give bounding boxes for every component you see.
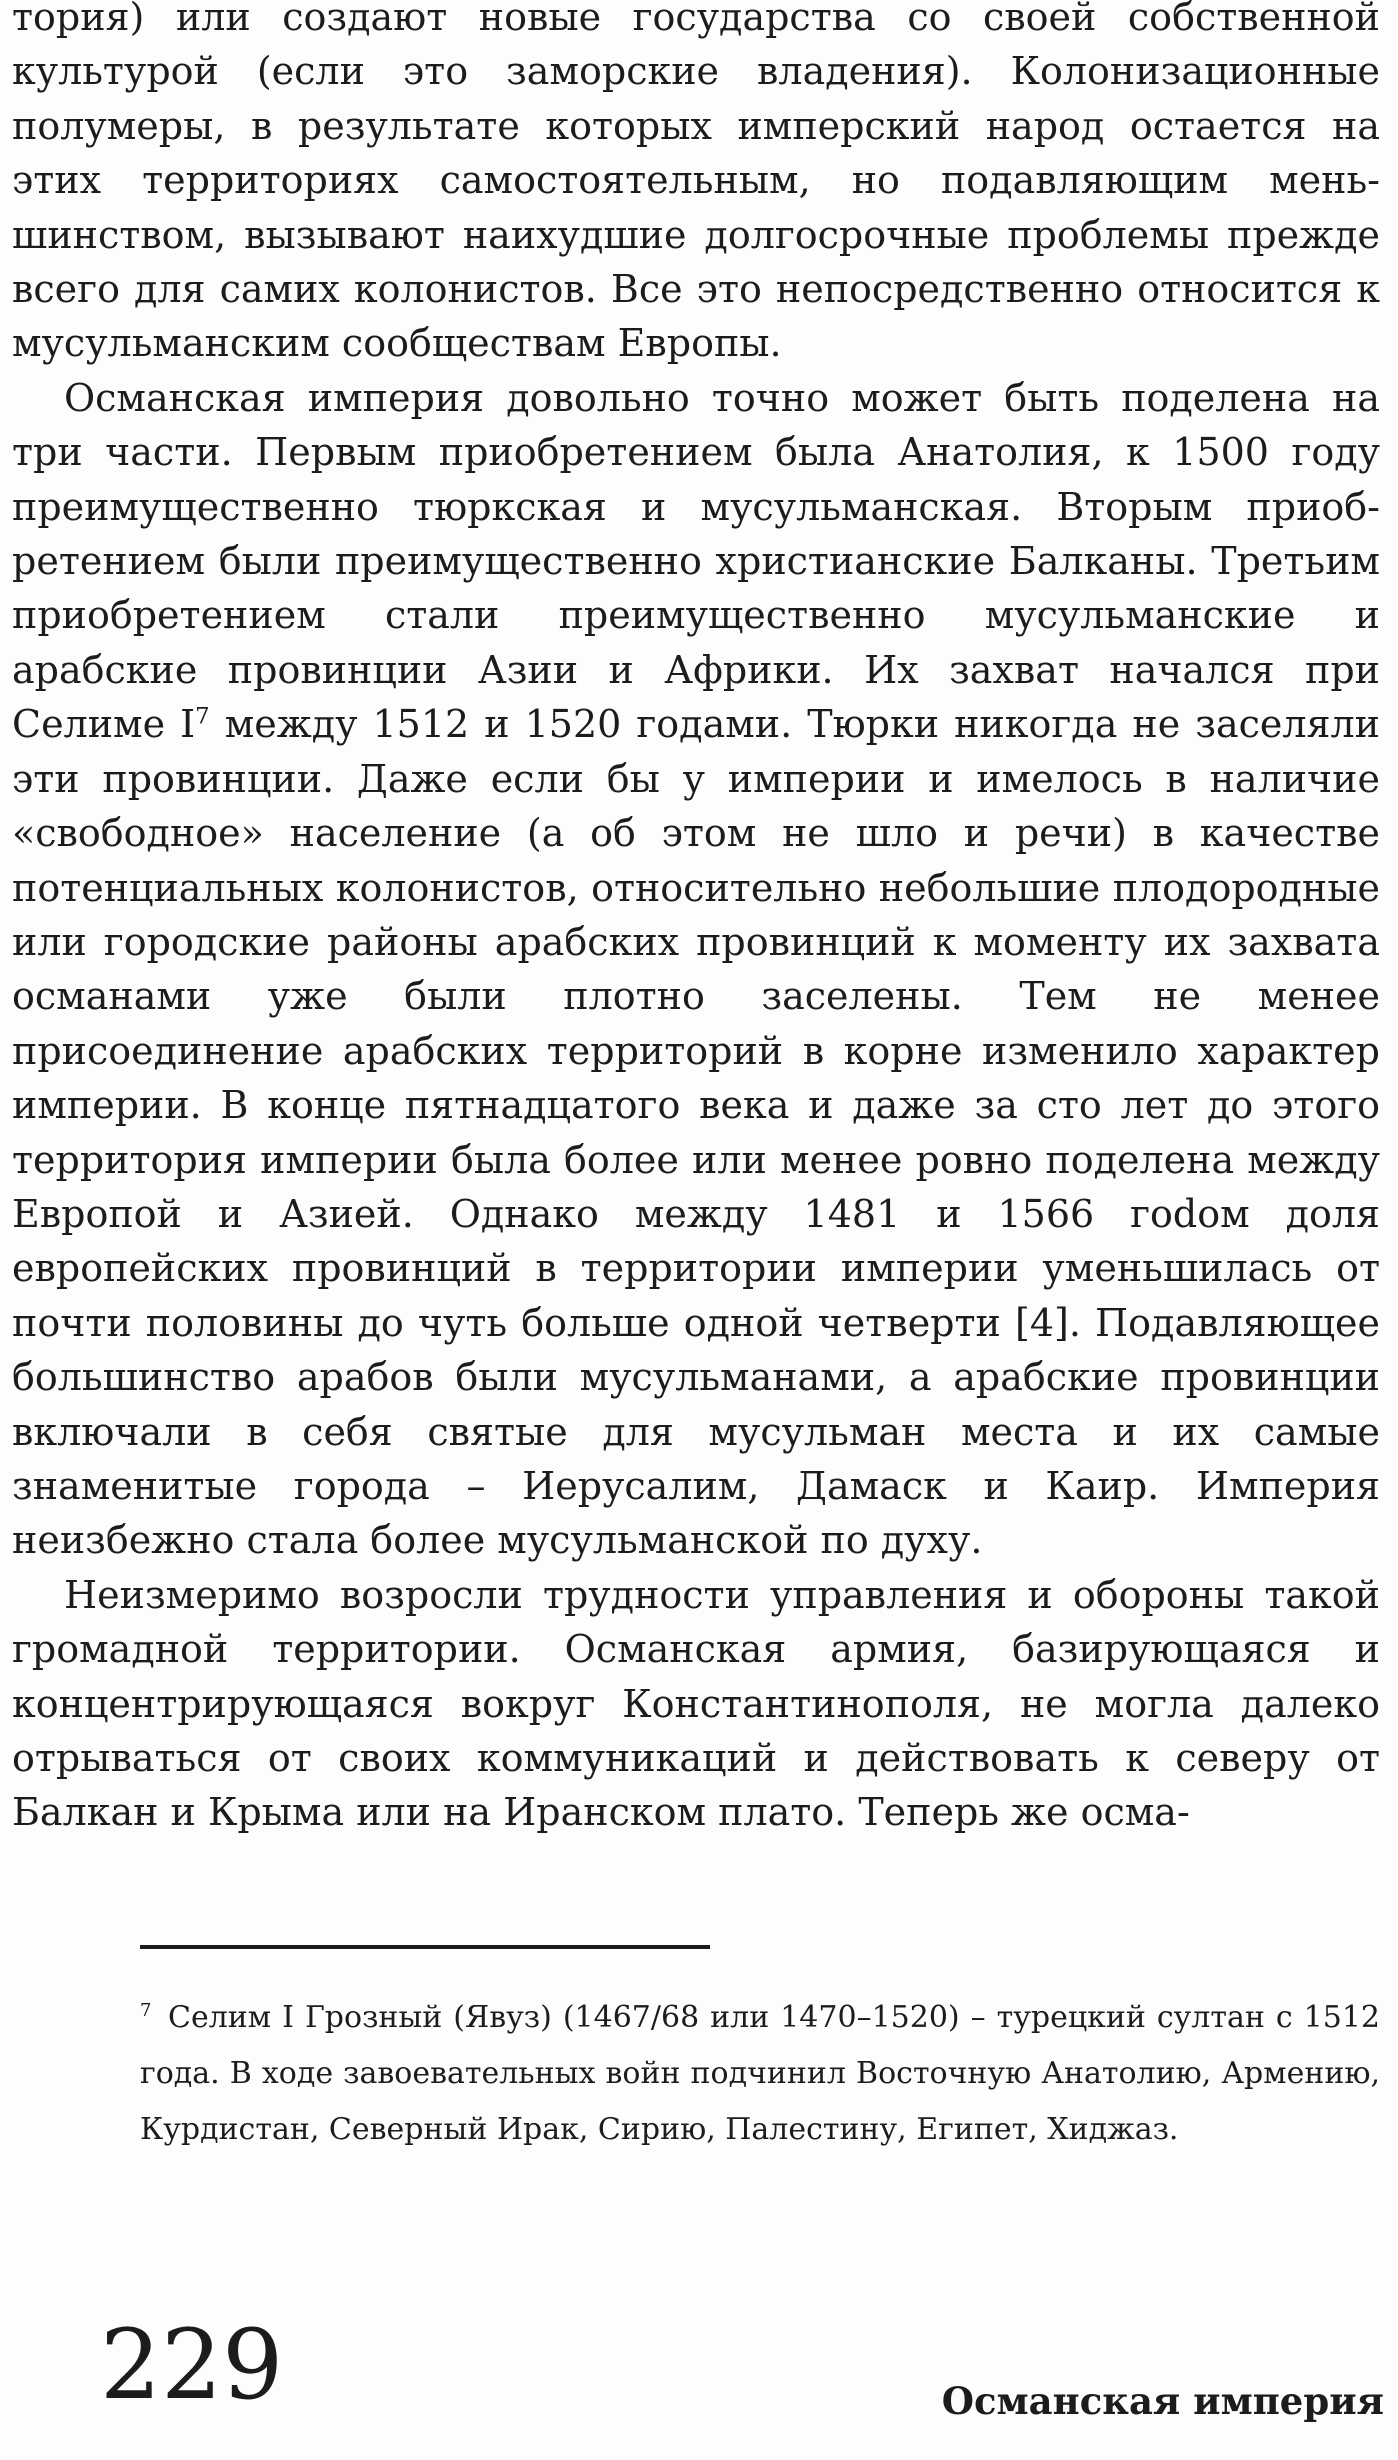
page-number: 229	[100, 2309, 284, 2421]
footnote: 7 Селим I Грозный (Явуз) (1467/68 или 1470–1520) – турецкий султан с 1512 года. В ходе завоевательных войн подчинил Восточную Анатолию, Армению, Курдистан, Северный Ирак, Сирию, Палестину, Египет, Хиджаз.	[140, 2000, 1380, 2147]
paragraph-text: Неизмеримо возросли трудности управления и обороны такой громадной территории. Османская армия, базирующаяся и концентрирующаяся вокруг Константинополя, не могла далеко отрываться от своих коммуникаций и действовать к северу от Балкан и Крыма или на Иранском плато. Теперь же осма-	[12, 1572, 1380, 1835]
paragraph-text: Османская империя довольно точно может быть поделена на три части. Первым приобретением была Анатолия, к 1500 году преимущественно тюркская и мусульманская. Вторым приобретением были преимущественно христианские Балканы. Третьим приобретением стали преимущественно мусульманские и арабские провинции Азии и Африки. Их захват начался при Селиме I	[12, 375, 1380, 747]
paragraph	[12, 0, 1380, 371]
paragraph	[12, 1568, 1380, 1840]
paragraph	[12, 371, 1380, 1568]
running-title: Османская империя	[941, 2379, 1384, 2423]
footnote-text: Селим I Грозный (Явуз) (1467/68 или 1470–1520) – турецкий султан с 1512 года. В ходе завоевательных войн подчинил Восточную Анатолию, Армению, Курдистан, Северный Ирак, Сирию, Палестину, Египет, Хиджаз.	[140, 2000, 1380, 2147]
main-text	[12, 0, 1380, 1840]
footnote-reference: 7	[195, 703, 210, 730]
footnote-separator	[140, 1945, 710, 1949]
paragraph-text: тория) или создают новые государства со своей собственной культурой (если это заморские владения). Колонизационные полумеры, в результате которых имперский народ остается на этих территориях самостоятельным, но подавляющим меньшинством, вызывают наихудшие долгосрочные проблемы прежде всего для самих колонистов. Все это непосредственно относится к мусульманским сообществам Европы.	[12, 0, 1380, 366]
paragraph-text: между 1512 и 1520 годами. Тюрки никогда не заселяли эти провинции. Даже если бы у империи и имелось в наличие «свободное» население (а об этом не шло и речи) в качестве потенциальных колонистов, относительно небольшие плодородные или городские районы арабских провинций к моменту их захвата османами уже были плотно заселены. Тем не менее присоединение арабских территорий в корне изменило характер империи. В конце пятнадцатого века и даже за сто лет до этого территория империи была более или менее ровно поделена между Европой и Азией. Однако между 1481 и 1566 гоdом доля европейских провинций в территории империи уменьшилась от почти половины до чуть больше одной четверти [4]. Подавляющее большинство арабов были мусульманами, а арабские провинции включали в себя святые для мусульман места и их самые знаменитые города – Иерусалим, Дамаск и Каир. Империя неизбежно стала более мусульманской по духу.	[12, 702, 1380, 1563]
